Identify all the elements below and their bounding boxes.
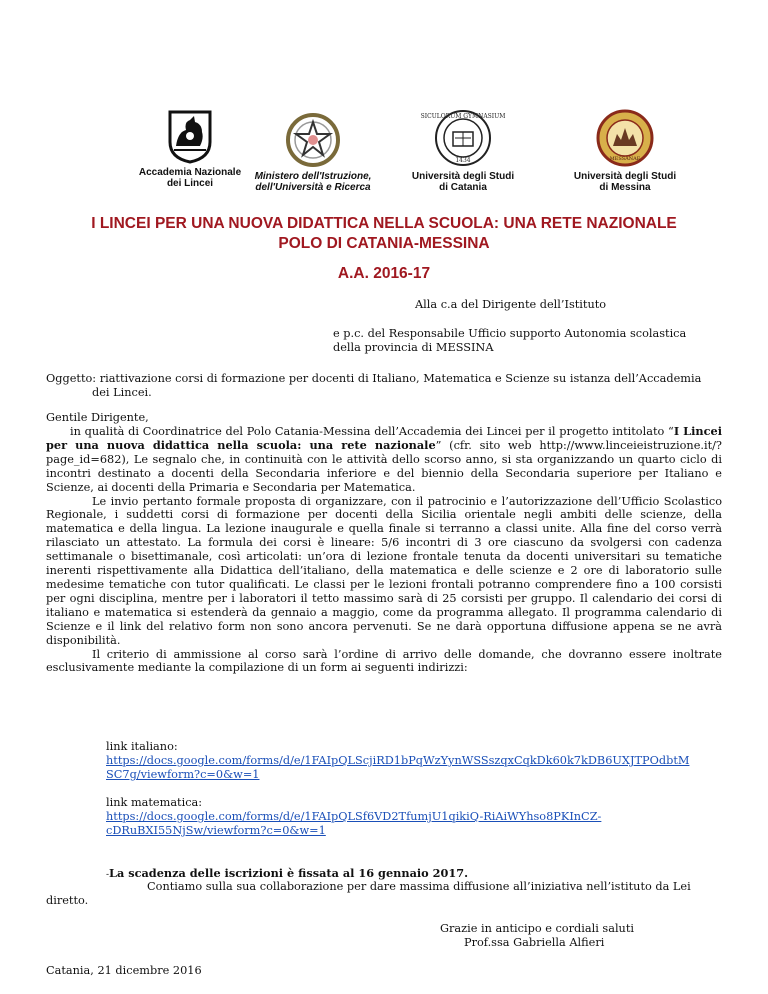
greeting: Gentile Dirigente, <box>46 411 149 424</box>
caption-line: Università degli Studi <box>411 171 515 182</box>
logo-lincei-caption <box>130 167 250 189</box>
logo-miur <box>248 112 378 193</box>
deadline-dash: - <box>106 870 110 880</box>
deadline-text: La scadenza delle iscrizioni è fissata al 16 gennaio 2017. <box>109 866 469 880</box>
link-matematica-url[interactable]: https://docs.google.com/forms/d/e/1FAIpQLSf6VD2TfumjU1qikiQ-RiAiWYhso8PKInCZ- <box>106 810 602 823</box>
link-italiano-label: link italiano: <box>106 740 178 753</box>
cc-line-2: della provincia di MESSINA <box>333 341 494 354</box>
logo-lincei <box>130 108 250 189</box>
signature-thanks: Grazie in anticipo e cordiali saluti <box>440 922 634 935</box>
seal-text: MESSANAE <box>609 156 641 162</box>
subject-line-2: dei Lincei. <box>92 386 152 399</box>
seal-text: SICULORUM GYMNASIUM <box>420 113 506 120</box>
title-line-1: I LINCEI PER UNA NUOVA DIDATTICA NELLA SCUOLA: UNA RETE NAZIONALE <box>91 215 677 232</box>
paragraph-2: Le invio pertanto formale proposta di organizzare, con il patrocinio e l’autorizzazione dell’Ufficio Scolastico Regionale, i suddetti corsi di formazione per docenti della Sicilia orientale negli ambiti delle scienze, della matematica e della lingua. La lezione inaugurale e quella finale si terranno a classi unite. Alla fine del corso verrà rilasciato un attestato. La formula dei corsi è lineare: 5/6 incontri di 3 ore ciascuno da svolgersi con cadenza settimanale o bisettimanale, così articolati: un’ora di lezione frontale tenuta da docenti universitari su tematiche inerenti rispettivamente alla Didattica dell’italiano, della matematica e delle scienze e 2 ore di laboratorio sulle medesime tematiche con tutor qualificati. Le classi per le lezioni frontali potranno comprendere fino a 100 corsisti per ogni disciplina, mentre per i laboratori il tetto massimo sarà di 25 corsisti per gruppo. Il calendario dei corsi di italiano e matematica si estenderà da gennaio a maggio, come da programma allegato. Il programma calendario di Scienze e il link del relativo form non sono ancora pervenuti. Se ne darà opportuna diffusione appena se ne avrà disponibilità. <box>46 494 722 647</box>
project-title <box>0 214 768 254</box>
logo-unime <box>560 108 690 193</box>
signature-name: Prof.ssa Gabriella Alfieri <box>464 936 605 949</box>
caption-line: Accademia Nazionale <box>138 167 242 178</box>
place-date: Catania, 21 dicembre 2016 <box>46 964 202 977</box>
paragraph-1 <box>46 425 722 495</box>
p1-project-name: I Lincei per una nuova didattica nella scuola: una rete nazionale <box>46 424 722 452</box>
closing-line-2: diretto. <box>46 894 89 907</box>
logo-unict <box>398 108 528 193</box>
caption-line: Ministero dell'Istruzione, <box>254 171 372 182</box>
unime-seal-icon <box>595 108 655 168</box>
caption-line: di Messina <box>599 182 651 193</box>
title-line-2: POLO DI CATANIA-MESSINA <box>278 235 490 252</box>
unict-seal-icon <box>420 108 506 168</box>
paragraph-3: Il criterio di ammissione al corso sarà l’ordine di arrivo delle domande, che dovranno essere inoltrate esclusivamente mediante la compilazione di un form ai seguenti indirizzi: <box>46 647 722 675</box>
seal-year: 1434 <box>455 157 471 164</box>
caption-line: dei Lincei <box>166 178 214 189</box>
cc-line-1: e p.c. del Responsabile Ufficio supporto Autonomia scolastica <box>333 327 687 340</box>
caption-line: dell'Università e Ricerca <box>255 182 371 193</box>
academic-year: A.A. 2016-17 <box>337 265 431 282</box>
italian-emblem-icon <box>284 112 342 168</box>
p1-text-a: in qualità di Coordinatrice del Polo Catania-Messina dell’Accademia dei Lincei per il progetto intitolato “ <box>70 425 674 438</box>
caption-line: di Catania <box>439 182 487 193</box>
body-paragraphs <box>46 425 722 675</box>
link-italiano-url[interactable]: https://docs.google.com/forms/d/e/1FAIpQLScjiRD1bPqWzYynWSSszqxCqkDk60k7kDB6UXJTPOdbtM <box>106 754 690 767</box>
p1-text-b: ” (cfr. sito web http://www.linceieistruzione.it/?page_id=682), Le segnalo che, in continuità con le attività dello scorso anno, si sta organizzando un quarto ciclo di incontri destinato a docenti della Secondaria inferiore e del biennio della Secondaria superiore per Italiano e Scienze, ai docenti della Primaria e Secondaria per Matematica. <box>46 438 722 494</box>
closing-line-1: Contiamo sulla sua collaborazione per dare massima diffusione all’iniziativa nell’istituto da Lei <box>147 880 691 893</box>
logo-unict-caption <box>398 171 528 193</box>
logos-row <box>0 108 768 193</box>
recipient-line: Alla c.a del Dirigente dell’Istituto <box>415 298 607 311</box>
lynx-emblem-icon <box>164 108 216 164</box>
link-matematica-label: link matematica: <box>106 796 203 809</box>
link-matematica-url-cont[interactable]: cDRuBXI55NjSw/viewform?c=0&w=1 <box>106 824 326 837</box>
logo-unime-caption <box>560 171 690 193</box>
caption-line: Università degli Studi <box>573 171 677 182</box>
subject-line-1: Oggetto: riattivazione corsi di formazione per docenti di Italiano, Matematica e Scienze su istanza dell’Accademia <box>46 372 702 385</box>
logo-miur-caption <box>248 171 378 193</box>
link-italiano-url-cont[interactable]: SC7g/viewform?c=0&w=1 <box>106 768 260 781</box>
